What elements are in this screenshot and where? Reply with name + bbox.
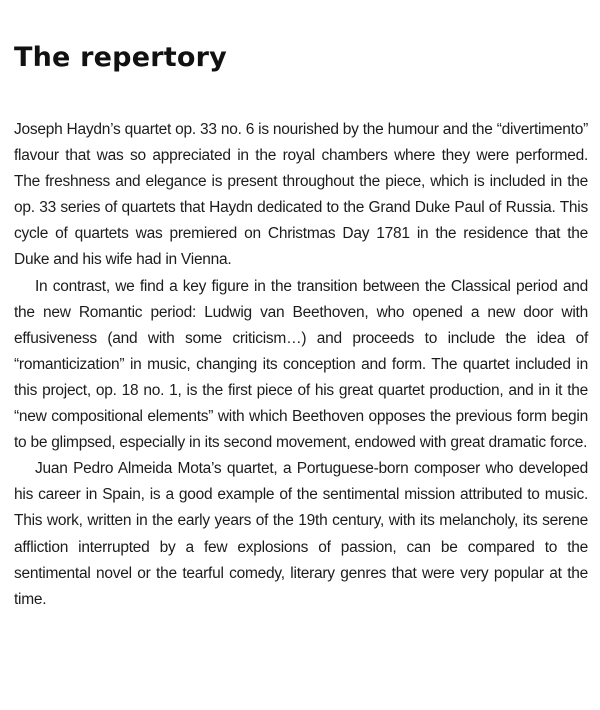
paragraph-almeida-mota: Juan Pedro Almeida Mota’s quartet, a Portuguese-born composer who developed his career in Spain, is a good example of the sentimental mission attributed to music. This work, written in the early years of the 19th century, with its melancholy, its serene affliction interrupted by a few explosions of passion, can be compared to the sentimental novel or the tearful comedy, literary genres that were very popular at the time.	[14, 460, 588, 608]
page-title: The repertory	[14, 42, 227, 73]
paragraph-haydn: Joseph Haydn’s quartet op. 33 no. 6 is nourished by the humour and the “divertimento” flavour that was so appreciated in the royal chambers where they were performed. The freshness and elegance is present throughout the piece, which is included in the op. 33 series of quartets that Haydn dedicated to the Grand Duke Paul of Russia. This cycle of quartets was premiered on Christmas Day 1781 in the residence that the Duke and his wife had in Vienna.	[14, 121, 588, 269]
body-text	[14, 117, 588, 613]
paragraph-beethoven: In contrast, we find a key figure in the transition between the Classical period and the new Romantic period: Ludwig van Beethoven, who opened a new door with effusiveness (and with some criticism…) and proceeds to include the idea of “romanticization” in music, changing its conception and form. The quartet included in this project, op. 18 no. 1, is the first piece of his great quartet production, and in it the “new compositional elements” with which Beethoven opposes the previous form begin to be glimpsed, especially in its second movement, endowed with great dramatic force.	[14, 277, 588, 452]
